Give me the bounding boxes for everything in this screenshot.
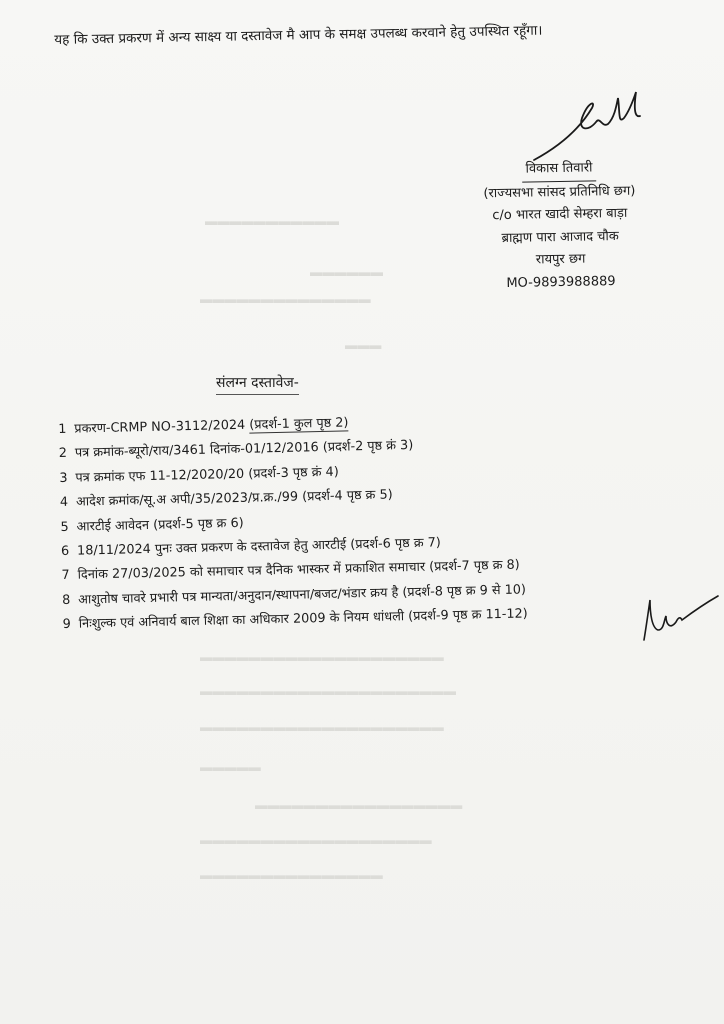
- item-number: 1: [58, 421, 67, 437]
- enclosures-heading: संलग्न दस्तावेज-: [216, 373, 299, 395]
- item-number: 9: [62, 617, 72, 633]
- item-exhibit: (प्रदर्श-8 पृष्ठ क्र 9 से 10): [402, 582, 527, 601]
- item-text: आदेश क्रमांक/सू.अ अपी/35/2023/प्र.क्र./99: [75, 489, 299, 510]
- item-text: प्रकरण-CRMP NO-3112/2024: [74, 417, 246, 437]
- item-number: 5: [60, 519, 69, 535]
- sender-block: [444, 156, 676, 296]
- item-exhibit: (प्रदर्श-7 पृष्ठ क्र 8): [429, 558, 520, 576]
- item-text: पत्र क्रमांक एफ 11-12/2020/20: [75, 466, 245, 486]
- sender-city: रायपुर छग: [535, 251, 586, 268]
- item-number: 7: [61, 568, 70, 584]
- item-exhibit: (प्रदर्श-3 पृष्ठ क्रं 4): [248, 464, 339, 482]
- item-text: दिनांक 27/03/2025 को समाचार पत्र दैनिक भास्कर में प्रकाशित समाचार: [77, 560, 426, 584]
- sender-address-line2: ब्राह्मण पारा आजाद चौक: [501, 228, 619, 246]
- sender-address-line1: c/o भारत खादी सेम्हरा बाड़ा: [492, 205, 628, 224]
- item-number: 6: [60, 543, 70, 559]
- sender-name: विकास तिवारी: [521, 157, 596, 182]
- item-text: पत्र क्रमांक-ब्यूरो/राय/3461 दिनांक-01/12/2016: [74, 440, 319, 462]
- item-text: आशुतोष चावरे प्रभारी पत्र मान्यता/अनुदान/स्थापना/बजट/भंडार क्रय है: [78, 585, 399, 608]
- item-text: 18/11/2024 पुनः उक्त प्रकरण के दस्तावेज हेतु आरटीई: [76, 537, 347, 559]
- item-exhibit: (प्रदर्श-5 पृष्ठ क्र 6): [152, 515, 244, 533]
- item-exhibit: (प्रदर्श-6 पृष्ठ क्र 7): [350, 535, 441, 553]
- item-exhibit: (प्रदर्श-1 कुल पृष्ठ 2): [249, 415, 349, 433]
- item-number: 8: [61, 592, 71, 608]
- item-number: 2: [58, 446, 68, 462]
- item-exhibit: (प्रदर्श-4 पृष्ठ क्र 5): [301, 487, 393, 505]
- item-text: निःशुल्क एवं अनिवार्य बाल शिक्षा का अधिकार 2009 के नियम धांधली: [78, 609, 405, 632]
- item-text: आरटीई आवेदन: [76, 517, 150, 535]
- sender-designation: (राज्यसभा सांसद प्रतिनिधि छग): [483, 183, 636, 201]
- sender-mobile: MO-9893988889: [506, 273, 616, 291]
- enclosures-list: [58, 403, 703, 637]
- item-exhibit: (प्रदर्श-2 पृष्ठ क्रं 3): [322, 438, 414, 456]
- document-page: ▬▬▬▬▬▬▬▬▬▬▬ ▬▬▬▬▬▬ ▬▬▬▬▬▬▬▬▬▬▬▬▬▬ ▬▬▬ ▬▬▬▬▬▬▬▬▬▬▬▬▬▬▬▬▬▬▬▬ ▬▬▬▬▬▬▬▬▬▬▬▬▬▬▬▬▬▬▬▬▬ ▬▬▬▬▬▬▬▬▬▬▬▬▬▬▬▬▬▬▬▬ ▬▬▬▬▬ ▬▬▬▬▬▬▬▬▬▬▬▬▬▬▬▬▬ ▬▬▬▬▬▬▬▬▬▬▬▬▬▬▬▬▬▬▬ ▬▬▬▬▬▬▬▬▬▬▬▬▬▬▬ यह कि उक्त प्रकरण में अन्य साक्ष्य या दस्तावेज मै आप के समक्ष उपलब्ध करवाने हेतु उपस्थित रहूँगा। विकास तिवारी (राज्यसभा सांसद प्रतिनिधि छग) c/o भारत खादी सेम्हरा बाड़ा ब्राह्मण पारा आजाद चौक रायपुर छग MO-9893988889 संलग्न दस्तावेज- 1 प्रकरण-CRMP NO-3112/2024 (प्रदर्श-1 कुल पृष्ठ 2) 2 पत्र क्रमांक-ब्यूरो/राय/3461 दिनांक-01/12/2016 (प्रदर्श-2 पृष्ठ क्रं 3) 3 पत्र क्रमांक एफ 11-12/2020/20 (प्रदर्श-3 पृष्ठ क्रं 4) 4 आदेश क्रमांक/सू.अ अपी/35/2023/प्र.क्र./99 (प्रदर्श-4 पृष्ठ क्र 5) 5 आरटीई आवेदन (प्रदर्श-5 पृष्ठ क्र 6) 6 18/11/2024 पुनः उक्त प्रकरण के दस्तावेज हेतु आरटीई (प्रदर्श-6 पृष्ठ क्र 7) 7 दिनांक 27/03/2025 को समाचार पत्र दैनिक भास्कर में प्रकाशित समाचार (प्रदर्श-7 पृष्ठ क्र 8) 8 आशुतोष चावरे प्रभारी पत्र मान्यता/अनुदान/स्थापना/बजट/भंडार क्रय है (प्रदर्श-8 पृष्ठ क्र 9 से 10) 9 निःशुल्क एवं अनिवार्य बाल शिक्षा का अधिकार 2009 के नियम धांधली (प्रदर्श-9 पृष्ठ क्र 11-12): [0, 0, 724, 1024]
- intro-paragraph: यह कि उक्त प्रकरण में अन्य साक्ष्य या दस्तावेज मै आप के समक्ष उपलब्ध करवाने हेतु उपस्थित रहूँगा।: [54, 22, 543, 48]
- item-exhibit: (प्रदर्श-9 पृष्ठ क्र 11-12): [408, 606, 528, 625]
- item-number: 3: [59, 470, 68, 486]
- signature-bottom: [638, 592, 722, 648]
- item-number: 4: [59, 495, 69, 511]
